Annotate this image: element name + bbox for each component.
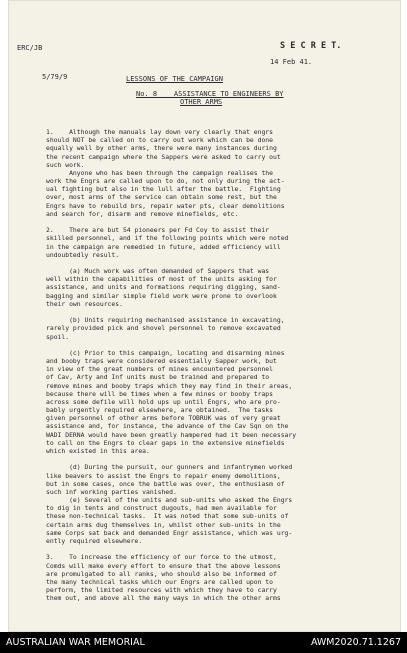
body-line: Anyone who has been through the campaign realises the	[46, 168, 274, 177]
body-line: the many technical tasks which our Engrs are called upon to	[46, 577, 274, 586]
body-line: and booby traps were considered essentially Sapper work, but	[46, 357, 277, 366]
body-line: should NOT be called on to carry out work which can be done	[46, 136, 274, 145]
body-line: across some defile will hold ups up until Engrs, who are pro-	[46, 397, 281, 406]
body-line: these non-technical tasks. It was noted that some sub-units of	[46, 512, 289, 521]
file-number: 5/79/9	[42, 73, 68, 81]
body-line: them out, and above all the many ways in which the other arms	[46, 594, 281, 603]
document-subtitle-cont: OTHER ARMS	[180, 98, 223, 106]
body-line: remove mines and booby traps which they may find in their areas,	[46, 381, 293, 390]
body-line: (b) Units requiring mechanised assistance in excavating,	[46, 316, 285, 325]
body-line: (e) Several of the units and sub-units who asked the Engrs	[46, 496, 293, 505]
body-line: such work.	[46, 160, 85, 169]
body-line: assistance, and units and formations requiring digging, sand-	[46, 283, 281, 292]
body-line: to call on the Engrs to clear gaps in the extensive minefields	[46, 438, 285, 447]
body-line: which existed in this area.	[46, 447, 150, 456]
document-subtitle: No. 8 ASSISTANCE TO ENGINEERS BY	[136, 90, 284, 98]
body-line: like beavers to assist the Engrs to repair enemy demolitions,	[46, 471, 281, 480]
document-title: LESSONS OF THE CAMPAIGN	[126, 75, 223, 83]
body-line: bagging and similar simple field work were prone to overlook	[46, 291, 277, 300]
body-line: (a) Much work was often demanded of Sappers that was	[46, 267, 270, 276]
footer-bar	[0, 632, 407, 653]
body-line: work the Engrs are called upon to do, not only during the act-	[46, 177, 285, 186]
body-line: skilled personnel, and if the following points which were noted	[46, 234, 289, 243]
body-line: and search for, disarm and remove minefields, etc.	[46, 209, 239, 218]
body-line: WADI DERNA would have been greatly hampered had it been necessary	[46, 430, 297, 439]
body-line: given personnel of other arms before TOBRUK was of very great	[46, 414, 281, 423]
body-line: same Corps sat back and demanded Engr assistance, which was urg-	[46, 528, 293, 537]
body-line: perform, the limited resources with which they have to carry	[46, 586, 277, 595]
institution-name: AUSTRALIAN WAR MEMORIAL	[6, 637, 145, 648]
body-line: 3. To increase the efficiency of our force to the utmost,	[46, 553, 277, 562]
body-line: the recent campaign where the Sappers were asked to carry out	[46, 152, 281, 161]
body-line: certain arms dug themselves in, whilst other sub-units in the	[46, 520, 281, 529]
body-line: rarely provided pick and shovel personnel to remove excavated	[46, 324, 281, 333]
document-date: 14 Feb 41.	[270, 58, 313, 66]
classification-label: S E C R E T.	[280, 41, 342, 51]
body-line: well within the capabilities of most of the units asking for	[46, 275, 277, 284]
body-line: are promulgated to all ranks, who should also be informed of	[46, 569, 277, 578]
body-line: spoil.	[46, 332, 70, 341]
body-line: but in some cases, once the battle was over, the enthusiasm of	[46, 479, 285, 488]
body-line: in view of the great numbers of mines encountered personnel	[46, 365, 274, 374]
body-line: 2. There are but 54 pioneers per Fd Coy to assist their	[46, 226, 270, 235]
body-line: undoubtedly result.	[46, 250, 120, 259]
body-line: of Cav, Arty and Inf units must be trained and prepared to	[46, 373, 270, 382]
body-line: ual fighting but also in the lull after the battle. Fighting	[46, 185, 281, 194]
body-line: to dig in tents and construct dugouts, had men available for	[46, 504, 277, 513]
body-line: ently required elsewhere.	[46, 537, 143, 545]
body-line: over, most arms of the service can obtain some rest, but the	[46, 193, 277, 202]
body-line: equally well by other arms, there were many instances during	[46, 144, 277, 153]
body-line: in the campaign are remedied in future, added efficiency will	[46, 242, 281, 251]
reference-code: ERC/JB	[17, 44, 43, 52]
body-line: (c) Prior to this campaign, locating and disarming mines	[46, 348, 285, 357]
accession-number: AWM2020.71.1267	[310, 637, 401, 648]
body-line: 1. Although the manuals lay down very clearly that engrs	[46, 128, 274, 136]
body-line: their own resources.	[46, 299, 123, 308]
body-line: such inf working parties vanished.	[46, 487, 177, 496]
body-line: Engrs have to rebuild brs, repair water pts, clear demolitions	[46, 201, 285, 210]
body-line: because there will be times when a few mines or booby traps	[46, 389, 274, 398]
body-line: bably urgently required elsewhere, are obtained. The tasks	[46, 406, 274, 415]
document-page	[8, 0, 401, 632]
body-line: (d) During the pursuit, our gunners and infantrymen worked	[46, 463, 293, 472]
body-line: assistance and, for instance, the advance of the Cav Sqn on the	[46, 422, 289, 431]
body-line: Comds will make every effort to ensure that the above lessons	[46, 561, 281, 570]
